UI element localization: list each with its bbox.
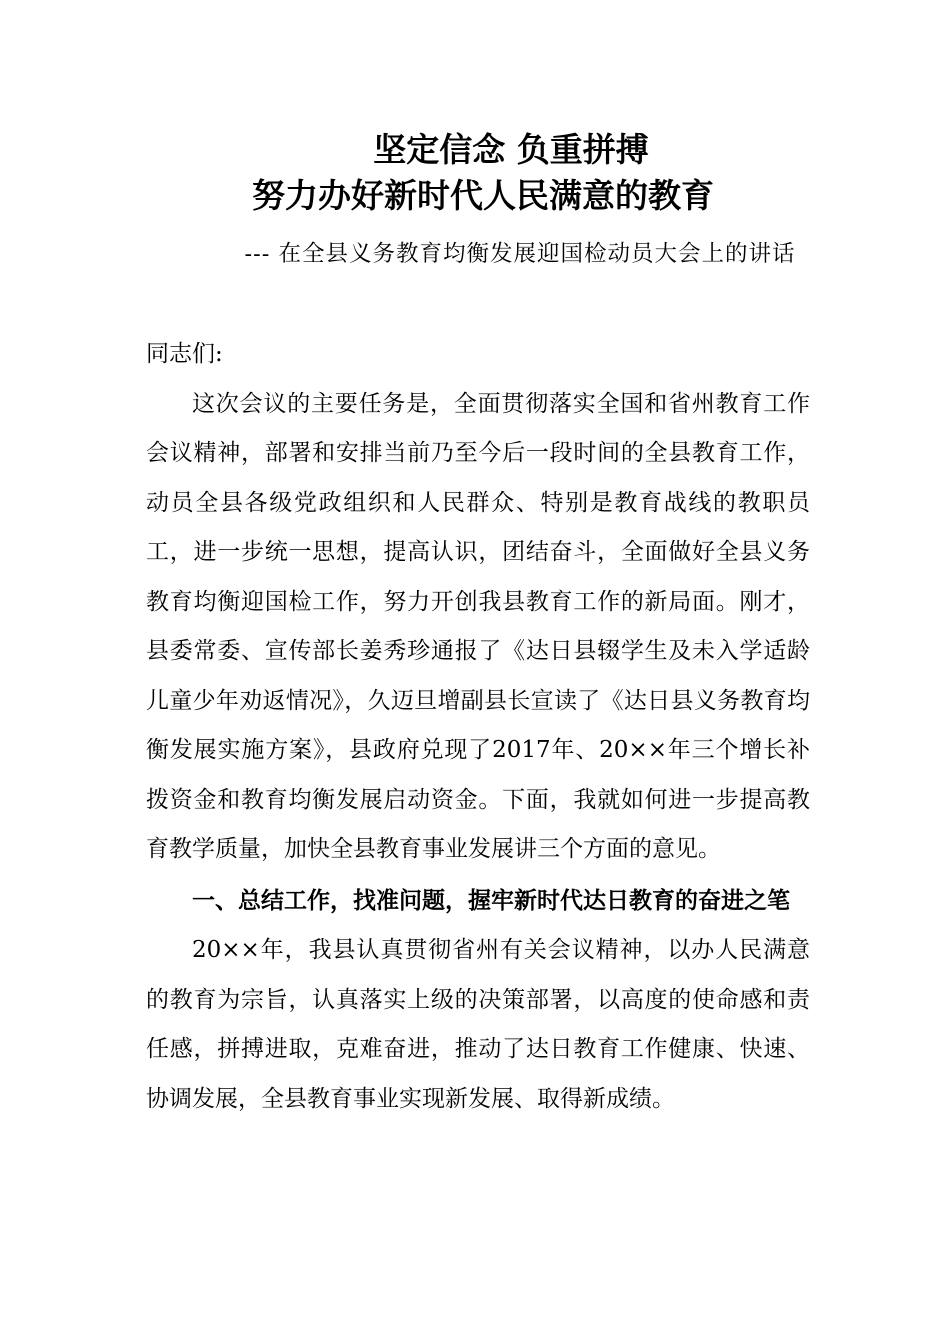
paragraph-section1: 20××年，我县认真贯彻省州有关会议精神，以办人民满意的教育为宗旨，认真落实上级的决策部署，以高度的使命感和责任感，拼搏进取，克难奋进，推动了达日教育工作健康、快速、协调发展，全县教育事业实现新发展、取得新成绩。 bbox=[146, 937, 810, 1112]
salutation: 同志们: bbox=[146, 341, 223, 367]
section-heading-1: 一、总结工作，找准问题，握牢新时代达日教育的奋进之笔 bbox=[192, 887, 790, 914]
document-subtitle: --- 在全县义务教育均衡发展迎国检动员大会上的讲话 bbox=[244, 241, 796, 267]
document-title-line1: 坚定信念 负重拼搏 bbox=[373, 130, 649, 169]
paragraph-intro: 这次会议的主要任务是，全面贯彻落实全国和省州教育工作会议精神，部署和安排当前乃至今后一段时间的全县教育工作，动员全县各级党政组织和人民群众、特别是教育战线的教职员工，进一步统一思想，提高认识，团结奋斗，全面做好全县义务教育均衡迎国检工作，努力开创我县教育工作的新局面。刚才，县委常委、宣传部长姜秀珍通报了《达日县辍学生及未入学适龄儿童少年劝返情况》，久迈旦增副县长宣读了《达日县义务教育均衡发展实施方案》，县政府兑现了2017年、20××年三个增长补拨资金和教育均衡发展启动资金。下面，我就如何进一步提高教育教学质量，加快全县教育事业发展讲三个方面的意见。 bbox=[146, 390, 810, 862]
document-body bbox=[146, 330, 810, 1124]
document-title-line2: 努力办好新时代人民满意的教育 bbox=[252, 176, 714, 215]
